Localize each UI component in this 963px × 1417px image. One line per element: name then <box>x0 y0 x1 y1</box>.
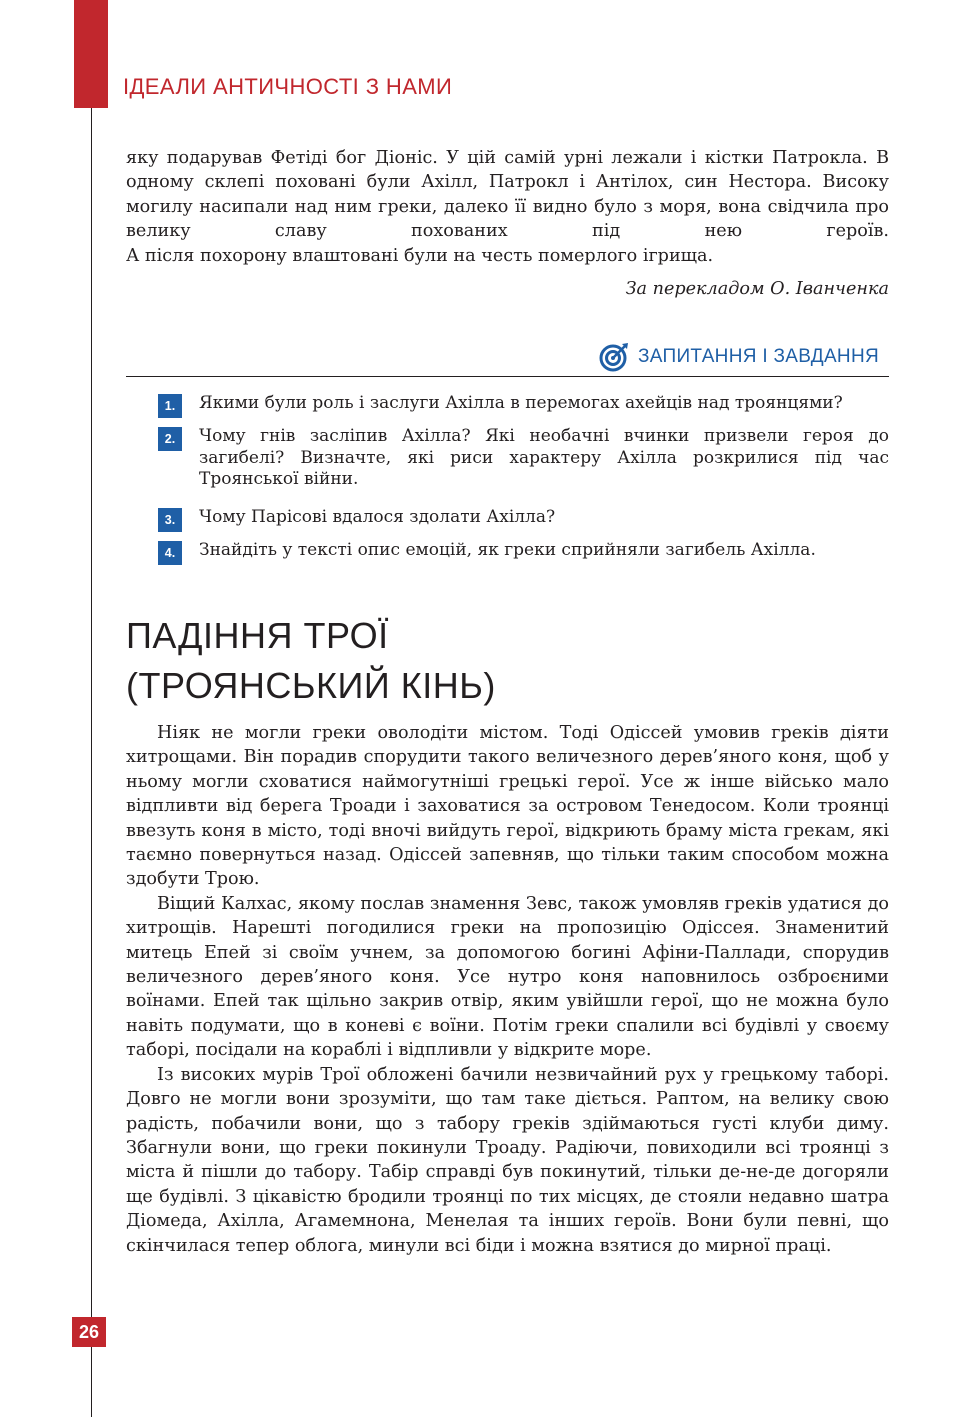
intro-line: Патрокла. В одному склепі поховані були Ахілл, Патрокл і Антілох, <box>126 148 890 193</box>
intro-text <box>126 146 889 244</box>
story-paragraph: Віщий Калхас, якому послав знамення Зевс, також умовляв греків удатися до хитрощів. Нарешті погодилися греки на пропозицію Одіссея. Знаменитий митець Епей зі своїм учнем, за допомогою богині Афіни-Паллади, спорудив величезного дерев’яного коня. Усе нутро коня наповнилось озброєними воїнами. Епей так щільно закрив отвір, яким увійшли герої, що не можна було навіть подумати, що в коневі є воїни. Потім греки спалили всі будівлі у своєму таборі, посідали на кораблі і відпливли у відкрите море. <box>126 893 889 1061</box>
story-paragraph: Із високих мурів Трої обложені бачили незвичайний рух у грецькому таборі. Довго не могли вони зрозуміти, що там таке діється. Раптом, на велику свою радість, побачили вони, що з табору греків здіймаються густі клуби диму. Збагнули вони, що греки покинули Троаду. Радіючи, повиходили всі троянці з міста й пішли до табору. Табір справді був покинутий, тільки де-не-де догоряли ще будівлі. З цікавістю бродили троянці по тих місцях, де стояли недавно шатра Діомеда, Ахілла, Агамемнона, Менелая та інших героїв. Вони були певні, що скінчилася тепер облога, минули всі біди і можна взятися до мирної праці. <box>126 1064 889 1256</box>
section-title <box>126 611 496 711</box>
question-item <box>158 540 889 570</box>
section-title-line: ПАДІННЯ ТРОЇ <box>126 615 389 656</box>
question-item <box>158 393 889 426</box>
questions-title: ЗАПИТАННЯ І ЗАВДАННЯ <box>637 346 879 367</box>
intro-line: син Нестора. Високу могилу насипали над ним греки, далеко її видно <box>126 172 890 217</box>
intro-last-line: А після похорону влаштовані були на честь померлого ігрища. <box>126 245 714 266</box>
translation-attribution: За перекладом О. Іванченка <box>625 279 889 299</box>
question-item <box>158 507 889 540</box>
target-icon <box>598 341 630 373</box>
intro-paragraph <box>126 146 889 268</box>
question-text: Знайдіть у тексті опис емоцій, як греки сприйняли загибель Ахілла. <box>199 540 816 560</box>
intro-line: яку подарував Фетіді бог Діоніс. У цій самій урні лежали і кістки <box>126 148 764 168</box>
question-number-badge: 3. <box>158 508 182 532</box>
story-paragraph: Ніяк не могли греки оволодіти містом. Тоді Одіссей умовив греків діяти хитрощами. Він порадив спорудити такого величезного дерев’яного коня, щоб у ньому могли сховатися наймогутніші грецькі герої. Усе ж інше військо мало відпливти від берега Троади і заховатися за островом Тенедосом. Коли троянці ввезуть коня в місто, тоді вночі вийдуть герої, відкриють браму міста грекам, які таємно повернуться назад. Одіссей запевняв, що тільки таким способом можна здобути Трою. <box>126 723 889 890</box>
story-text <box>126 721 889 1258</box>
intro-line: було з моря, вона свідчила про велику славу похованих під нею героїв. <box>126 196 889 242</box>
question-text: Якими були роль і заслуги Ахілла в перемогах ахейців над троянцями? <box>199 393 843 413</box>
section-title-line: (ТРОЯНСЬКИЙ КІНЬ) <box>126 665 496 706</box>
question-number-badge: 1. <box>158 394 182 418</box>
question-text: Чому Парісові вдалося здолати Ахілла? <box>199 507 556 527</box>
question-number-badge: 4. <box>158 541 182 565</box>
running-head: ІДЕАЛИ АНТИЧНОСТІ З НАМИ <box>123 74 453 99</box>
questions-header <box>126 338 889 377</box>
question-item <box>158 426 889 507</box>
questions-list <box>158 393 889 570</box>
page-number: 26 <box>72 1317 106 1347</box>
question-number-badge: 2. <box>158 427 182 451</box>
margin-rule <box>91 108 92 1417</box>
header-red-tab <box>74 0 108 108</box>
question-text: Чому гнів засліпив Ахілла? Які необачні вчинки призвели героя до загибелі? Визначте, які риси характеру Ахілла розкрилися під час Троянської війни. <box>199 426 889 489</box>
